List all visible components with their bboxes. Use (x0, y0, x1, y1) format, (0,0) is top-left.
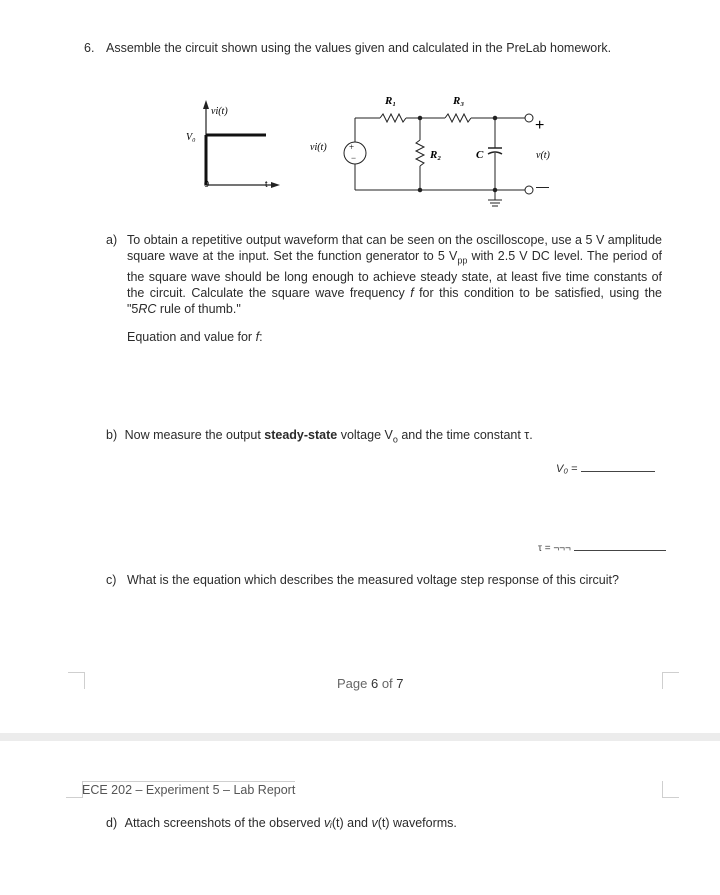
page-separator (0, 733, 720, 741)
part-b: b) Now measure the output steady-state voltage $V_o$ and the time constant τ. (106, 428, 533, 445)
resistor-r3-icon (445, 114, 471, 122)
resistor-r1-icon (380, 114, 406, 122)
question-number: 6. (84, 41, 95, 55)
minus-terminal-label: — (536, 179, 549, 194)
vo-answer: V₀ = (556, 459, 655, 475)
graph-vi-label: vi(t) (211, 106, 228, 117)
tau-answer: τ = ¬¬¬ (538, 542, 666, 554)
part-a-label: a) (106, 233, 118, 247)
graph-zero-label: 0 (204, 179, 210, 189)
resistor-r2-icon (416, 140, 424, 166)
y-axis-arrow-icon (203, 100, 209, 109)
terminal-minus (525, 186, 533, 194)
r1-label: R₁ (385, 95, 397, 107)
question-6-text: Assemble the circuit shown using the values given and calculated in the PreLab homework. (106, 41, 612, 55)
circuit-figure (170, 90, 590, 215)
r3-label: R₃ (453, 95, 465, 107)
part-a-text: To obtain a repetitive output waveform that can be seen on the oscilloscope, use a 5 V amplitude square wave at the input. Set the function generator to 5 $V_{pp}$ with 2.5 V DC level. The period of the square wave should be long enough to achieve steady state, at least five time constants of the circuit. Calculate the square wave frequency f for this condition to be satisfied, using the "5RC rule of thumb." (127, 233, 662, 316)
graph-v0-label: V₀ (186, 132, 196, 143)
source-plus: + (349, 142, 355, 152)
page-corner-marker (66, 781, 83, 798)
page-indicator: Page 6 of 7 (337, 676, 404, 691)
source-label: vi(t) (310, 142, 327, 153)
vout-label: v(t) (536, 150, 550, 161)
part-d-label: d) (106, 816, 118, 830)
question-6 (84, 40, 644, 56)
tau-answer-line[interactable] (574, 542, 666, 551)
part-c (106, 572, 662, 588)
source-minus: − (351, 153, 357, 163)
page-corner-marker (68, 672, 85, 689)
r2-label: R₂ (430, 149, 442, 161)
terminal-plus (525, 114, 533, 122)
part-b-label: b) (106, 428, 118, 442)
plus-terminal-label: + (535, 117, 545, 134)
part-c-text: What is the equation which describes the measured voltage step response of this circuit? (127, 573, 619, 587)
node-dot (418, 188, 422, 192)
part-c-label: c) (106, 573, 117, 587)
x-axis-arrow-icon (271, 182, 280, 188)
part-a (106, 232, 662, 317)
c-label: C (476, 149, 484, 161)
page-corner-marker (662, 672, 679, 689)
page-header-title: ECE 202 – Experiment 5 – Lab Report (82, 783, 296, 797)
step-input-graph (186, 100, 280, 189)
page-corner-marker (662, 781, 679, 798)
equation-prompt: Equation and value for f: (127, 330, 263, 344)
vo-answer-line[interactable] (581, 459, 655, 472)
graph-t-label: t (265, 179, 268, 189)
part-d: d) Attach screenshots of the observed vᵢ(t) and v(t) waveforms. (106, 816, 457, 830)
